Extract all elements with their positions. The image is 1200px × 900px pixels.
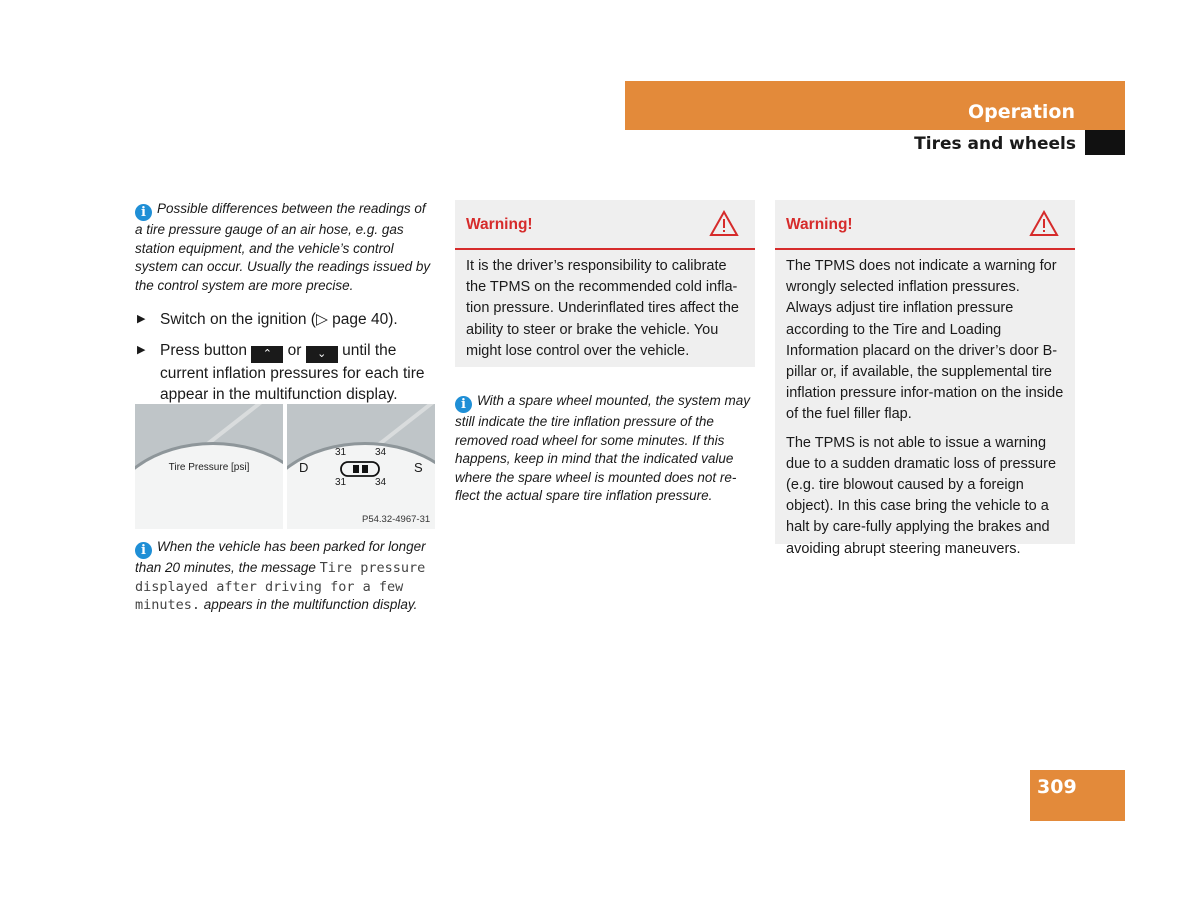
note-text-pre: When the vehicle has been parked for longer than 20 minutes, the message bbox=[135, 539, 426, 575]
warning-box-calibrate bbox=[455, 200, 755, 367]
warning-title: Warning! bbox=[786, 216, 853, 233]
info-note-text: Possible differences between the readings of a tire pressure gauge of an air hose, e.g. gas station equipment, and the vehicle’s control system can occur. Usually the readings issued by the control system are more precise. bbox=[135, 201, 431, 293]
warning-header bbox=[775, 200, 1075, 250]
info-icon: i bbox=[135, 204, 152, 221]
warning-body bbox=[775, 250, 1075, 560]
display-message: Tire pressure displayed after driving for a few minutes. bbox=[135, 560, 426, 614]
thumb-index-marker bbox=[1085, 130, 1125, 155]
warning-body bbox=[455, 250, 755, 362]
warning-text-2: The TPMS is not able to issue a warning due to a sudden dramatic loss of pressure (e.g. tire blowout caused by a foreign object). In this case bring the vehicle to a halt by care-fully applying the brakes and avoiding abrupt steering maneuvers. bbox=[786, 434, 1057, 557]
pressure-front-right: 34 bbox=[375, 447, 387, 458]
warning-header bbox=[455, 200, 755, 250]
page-number: 309 bbox=[1037, 776, 1077, 798]
info-note-parked bbox=[135, 538, 435, 615]
down-button-icon: ⌄ bbox=[306, 346, 338, 363]
multifunction-display-figure bbox=[135, 404, 435, 529]
warning-title: Warning! bbox=[466, 216, 533, 233]
step-text-pre: Press button bbox=[160, 342, 248, 360]
step-text-post: until the current inflation pressures for each tire appear in the multifunction display. bbox=[160, 342, 425, 404]
display-panel-right bbox=[287, 404, 435, 529]
section-title: Operation bbox=[967, 101, 1075, 123]
note-text-post: appears in the multifunction display. bbox=[203, 597, 418, 613]
display-panel-left bbox=[135, 404, 283, 529]
up-button-icon: ⌃ bbox=[251, 346, 283, 363]
column-left bbox=[135, 200, 435, 405]
warning-triangle-icon bbox=[709, 210, 739, 237]
bullet-arrow-icon: ▶ bbox=[137, 344, 146, 357]
section-header-band bbox=[625, 81, 1125, 130]
info-note-text: With a spare wheel mounted, the system may still indicate the tire inflation pressure of the removed road wheel for some minutes. If this happens, keep in mind that the indicated value where the spare wheel is mounted does not re-flect the actual spare tire inflation pressure. bbox=[455, 393, 750, 504]
car-outline-icon bbox=[339, 459, 383, 479]
gear-s-label: S bbox=[414, 460, 423, 475]
info-note-spare-wheel bbox=[455, 392, 755, 506]
pressure-rear-left: 31 bbox=[335, 477, 347, 488]
pressure-front-left: 31 bbox=[335, 447, 347, 458]
display-disc bbox=[135, 442, 283, 529]
step-switch-ignition bbox=[135, 309, 435, 330]
warning-box-tpms-limits bbox=[775, 200, 1075, 557]
info-note-gauge-differences bbox=[135, 200, 435, 295]
info-icon: i bbox=[135, 542, 152, 559]
bullet-arrow-icon: ▶ bbox=[137, 313, 146, 326]
step-text: Switch on the ignition (▷ page 40). bbox=[160, 311, 398, 329]
display-label-tire-pressure: Tire Pressure [psi] bbox=[168, 462, 250, 473]
page-number-tab bbox=[1030, 770, 1125, 821]
warning-text: It is the driver’s responsibility to calibrate the TPMS on the recommended cold infla-tion pressure. Underinflated tires affect the ability to steer or brake the vehicle. You might lose control over the vehicle. bbox=[466, 258, 739, 359]
warning-text-1: The TPMS does not indicate a warning for wrongly selected inflation pressures. Always adjust tire inflation pressure according to the Tire and Loading Information placard on the driver’s door B-pillar or, if available, the supplemental tire inflation pressure infor-mation on the inside of the fuel filler flap. bbox=[786, 258, 1064, 423]
step-text-or: or bbox=[287, 342, 302, 360]
subsection-title: Tires and wheels bbox=[914, 134, 1076, 154]
step-press-button bbox=[135, 340, 435, 405]
info-icon: i bbox=[455, 396, 472, 413]
figure-reference: P54.32-4967-31 bbox=[362, 514, 431, 525]
warning-triangle-icon bbox=[1029, 210, 1059, 237]
gear-d-label: D bbox=[299, 460, 309, 475]
pressure-rear-right: 34 bbox=[375, 477, 387, 488]
